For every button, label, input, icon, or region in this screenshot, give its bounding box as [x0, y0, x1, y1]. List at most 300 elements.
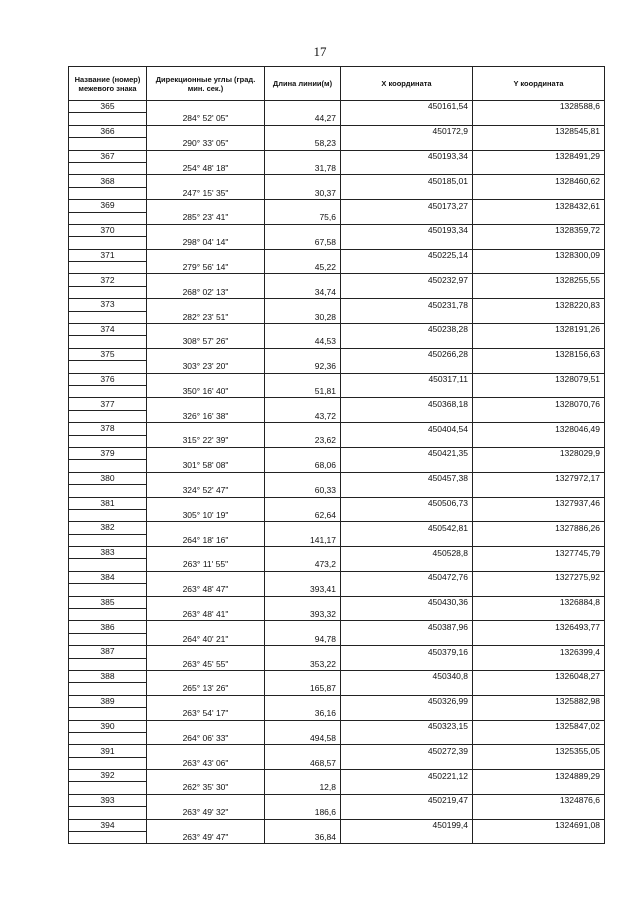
point-name: 387 [69, 646, 147, 658]
line-length: 353,22 [265, 658, 341, 670]
point-name: 372 [69, 274, 147, 286]
point-name-cell [69, 385, 147, 397]
y-coordinate: 1328588,6 [473, 101, 605, 113]
angle-cell [147, 398, 265, 410]
x-coordinate-cell [341, 832, 473, 844]
length-cell [265, 348, 341, 360]
direction-angle: 264° 18' 16" [147, 534, 265, 546]
angle-cell [147, 745, 265, 757]
point-row [69, 571, 605, 583]
x-coordinate-cell [341, 435, 473, 447]
direction-angle: 301° 58' 08" [147, 460, 265, 472]
length-cell [265, 472, 341, 484]
table-body [69, 101, 605, 844]
line-length: 30,28 [265, 311, 341, 323]
x-coordinate: 450172,9 [341, 125, 473, 137]
y-coordinate-cell [473, 658, 605, 670]
x-coordinate-cell [341, 757, 473, 769]
segment-row [69, 534, 605, 546]
y-coordinate: 1326399,4 [473, 646, 605, 658]
segment-row [69, 212, 605, 224]
direction-angle: 264° 40' 21" [147, 633, 265, 645]
line-length: 43,72 [265, 410, 341, 422]
x-coordinate: 450266,28 [341, 348, 473, 360]
point-name-cell [69, 559, 147, 571]
x-coordinate: 450421,35 [341, 447, 473, 459]
point-name: 384 [69, 571, 147, 583]
y-coordinate: 1327745,79 [473, 547, 605, 559]
x-coordinate-cell [341, 460, 473, 472]
y-coordinate-cell [473, 286, 605, 298]
direction-angle: 282° 23' 51" [147, 311, 265, 323]
length-cell [265, 670, 341, 682]
direction-angle: 290° 33' 05" [147, 138, 265, 150]
point-row [69, 745, 605, 757]
point-row [69, 695, 605, 707]
segment-row [69, 584, 605, 596]
line-length: 44,53 [265, 336, 341, 348]
point-row [69, 274, 605, 286]
point-row [69, 224, 605, 236]
x-coordinate-cell [341, 534, 473, 546]
line-length: 75,6 [265, 212, 341, 224]
line-length: 60,33 [265, 485, 341, 497]
x-coordinate: 450506,73 [341, 497, 473, 509]
x-coordinate-cell [341, 609, 473, 621]
length-cell [265, 423, 341, 435]
point-name: 374 [69, 324, 147, 336]
segment-row [69, 336, 605, 348]
segment-row [69, 113, 605, 125]
x-coordinate: 450225,14 [341, 249, 473, 261]
direction-angle: 285° 23' 41" [147, 212, 265, 224]
point-name-cell [69, 113, 147, 125]
x-coordinate-cell [341, 162, 473, 174]
y-coordinate: 1326884,8 [473, 596, 605, 608]
point-name: 380 [69, 472, 147, 484]
y-coordinate-cell [473, 138, 605, 150]
x-coordinate-cell [341, 509, 473, 521]
segment-row [69, 162, 605, 174]
segment-row [69, 732, 605, 744]
x-coordinate-cell [341, 658, 473, 670]
x-coordinate: 450231,78 [341, 299, 473, 311]
segment-row [69, 385, 605, 397]
point-row [69, 670, 605, 682]
point-name-cell [69, 732, 147, 744]
length-cell [265, 770, 341, 782]
angle-cell [147, 695, 265, 707]
point-name-cell [69, 782, 147, 794]
y-coordinate: 1324889,29 [473, 770, 605, 782]
point-name: 371 [69, 249, 147, 261]
angle-cell [147, 125, 265, 137]
y-coordinate-cell [473, 311, 605, 323]
point-name-cell [69, 509, 147, 521]
segment-row [69, 683, 605, 695]
y-coordinate-cell [473, 807, 605, 819]
point-name: 388 [69, 670, 147, 682]
x-coordinate: 450404,54 [341, 423, 473, 435]
y-coordinate: 1324691,08 [473, 819, 605, 831]
line-length: 165,87 [265, 683, 341, 695]
header-length: Длина линии(м) [265, 67, 341, 101]
point-name: 382 [69, 522, 147, 534]
point-name-cell [69, 534, 147, 546]
x-coordinate: 450387,96 [341, 621, 473, 633]
point-row [69, 398, 605, 410]
x-coordinate-cell [341, 559, 473, 571]
line-length: 494,58 [265, 732, 341, 744]
x-coordinate: 450185,01 [341, 175, 473, 187]
point-name: 392 [69, 770, 147, 782]
y-coordinate-cell [473, 559, 605, 571]
point-row [69, 150, 605, 162]
x-coordinate: 450326,99 [341, 695, 473, 707]
x-coordinate: 450379,16 [341, 646, 473, 658]
point-name: 389 [69, 695, 147, 707]
angle-cell [147, 224, 265, 236]
x-coordinate: 450219,47 [341, 794, 473, 806]
x-coordinate-cell [341, 410, 473, 422]
angle-cell [147, 571, 265, 583]
point-row [69, 175, 605, 187]
length-cell [265, 224, 341, 236]
length-cell [265, 324, 341, 336]
x-coordinate-cell [341, 286, 473, 298]
segment-row [69, 485, 605, 497]
y-coordinate-cell [473, 485, 605, 497]
point-name-cell [69, 435, 147, 447]
point-row [69, 596, 605, 608]
x-coordinate: 450472,76 [341, 571, 473, 583]
point-name-cell [69, 460, 147, 472]
line-length: 92,36 [265, 361, 341, 373]
segment-row [69, 361, 605, 373]
y-coordinate: 1328156,63 [473, 348, 605, 360]
x-coordinate: 450317,11 [341, 373, 473, 385]
y-coordinate: 1327937,46 [473, 497, 605, 509]
line-length: 186,6 [265, 807, 341, 819]
direction-angle: 263° 49' 32" [147, 807, 265, 819]
header-row [69, 67, 605, 101]
point-row [69, 819, 605, 831]
segment-row [69, 138, 605, 150]
y-coordinate-cell [473, 435, 605, 447]
line-length: 31,78 [265, 162, 341, 174]
y-coordinate: 1327275,92 [473, 571, 605, 583]
point-name: 368 [69, 175, 147, 187]
header-name: Название (номер) межевого знака [69, 67, 147, 101]
point-row [69, 472, 605, 484]
direction-angle: 247° 15' 35" [147, 187, 265, 199]
y-coordinate-cell [473, 212, 605, 224]
direction-angle: 263° 45' 55" [147, 658, 265, 670]
x-coordinate: 450193,34 [341, 224, 473, 236]
direction-angle: 263° 54' 17" [147, 708, 265, 720]
angle-cell [147, 249, 265, 261]
header-angles: Дирекционные углы (град. мин. сек.) [147, 67, 265, 101]
x-coordinate: 450199,4 [341, 819, 473, 831]
line-length: 30,37 [265, 187, 341, 199]
y-coordinate: 1328046,49 [473, 423, 605, 435]
x-coordinate-cell [341, 262, 473, 274]
direction-angle: 263° 43' 06" [147, 757, 265, 769]
x-coordinate: 450368,18 [341, 398, 473, 410]
point-row [69, 324, 605, 336]
length-cell [265, 571, 341, 583]
page-number: 17 [313, 44, 327, 59]
point-name: 375 [69, 348, 147, 360]
length-cell [265, 373, 341, 385]
length-cell [265, 150, 341, 162]
length-cell [265, 794, 341, 806]
direction-angle: 263° 48' 47" [147, 584, 265, 596]
point-row [69, 125, 605, 137]
length-cell [265, 596, 341, 608]
point-name-cell [69, 683, 147, 695]
y-coordinate: 1325847,02 [473, 720, 605, 732]
y-coordinate: 1328079,51 [473, 373, 605, 385]
x-coordinate-cell [341, 113, 473, 125]
angle-cell [147, 794, 265, 806]
angle-cell [147, 200, 265, 212]
point-row [69, 497, 605, 509]
point-name: 365 [69, 101, 147, 113]
length-cell [265, 125, 341, 137]
y-coordinate-cell [473, 361, 605, 373]
direction-angle: 298° 04' 14" [147, 237, 265, 249]
length-cell [265, 200, 341, 212]
point-row [69, 299, 605, 311]
point-row [69, 621, 605, 633]
line-length: 58,23 [265, 138, 341, 150]
angle-cell [147, 299, 265, 311]
line-length: 51,81 [265, 385, 341, 397]
y-coordinate: 1325882,98 [473, 695, 605, 707]
y-coordinate: 1328359,72 [473, 224, 605, 236]
direction-angle: 303° 23' 20" [147, 361, 265, 373]
direction-angle: 263° 48' 41" [147, 609, 265, 621]
x-coordinate: 450457,38 [341, 472, 473, 484]
y-coordinate-cell [473, 336, 605, 348]
y-coordinate: 1326048,27 [473, 670, 605, 682]
point-name: 366 [69, 125, 147, 137]
x-coordinate: 450232,97 [341, 274, 473, 286]
point-row [69, 522, 605, 534]
x-coordinate-cell [341, 385, 473, 397]
header-x: X координата [341, 67, 473, 101]
point-row [69, 249, 605, 261]
direction-angle: 284° 52' 05" [147, 113, 265, 125]
point-name-cell [69, 584, 147, 596]
point-name: 373 [69, 299, 147, 311]
x-coordinate-cell [341, 633, 473, 645]
x-coordinate-cell [341, 311, 473, 323]
point-name: 381 [69, 497, 147, 509]
y-coordinate: 1328070,76 [473, 398, 605, 410]
length-cell [265, 720, 341, 732]
segment-row [69, 559, 605, 571]
x-coordinate: 450340,8 [341, 670, 473, 682]
x-coordinate-cell [341, 782, 473, 794]
point-name: 377 [69, 398, 147, 410]
angle-cell [147, 522, 265, 534]
y-coordinate-cell [473, 732, 605, 744]
segment-row [69, 807, 605, 819]
x-coordinate: 450238,28 [341, 324, 473, 336]
point-row [69, 101, 605, 113]
length-cell [265, 447, 341, 459]
y-coordinate: 1328300,09 [473, 249, 605, 261]
point-name-cell [69, 807, 147, 819]
boundary-coordinates-table [68, 66, 605, 844]
angle-cell [147, 497, 265, 509]
y-coordinate-cell [473, 162, 605, 174]
y-coordinate: 1324876,6 [473, 794, 605, 806]
line-length: 62,64 [265, 509, 341, 521]
y-coordinate-cell [473, 534, 605, 546]
line-length: 94,78 [265, 633, 341, 645]
angle-cell [147, 447, 265, 459]
point-name: 393 [69, 794, 147, 806]
line-length: 34,74 [265, 286, 341, 298]
line-length: 393,32 [265, 609, 341, 621]
angle-cell [147, 819, 265, 831]
y-coordinate: 1326493,77 [473, 621, 605, 633]
point-row [69, 770, 605, 782]
line-length: 141,17 [265, 534, 341, 546]
point-name: 376 [69, 373, 147, 385]
segment-row [69, 658, 605, 670]
length-cell [265, 695, 341, 707]
point-name: 379 [69, 447, 147, 459]
direction-angle: 324° 52' 47" [147, 485, 265, 497]
angle-cell [147, 770, 265, 782]
line-length: 68,06 [265, 460, 341, 472]
x-coordinate-cell [341, 212, 473, 224]
x-coordinate-cell [341, 807, 473, 819]
point-name: 370 [69, 224, 147, 236]
y-coordinate: 1328460,62 [473, 175, 605, 187]
point-name-cell [69, 633, 147, 645]
line-length: 393,41 [265, 584, 341, 596]
angle-cell [147, 621, 265, 633]
y-coordinate-cell [473, 187, 605, 199]
point-name: 394 [69, 819, 147, 831]
point-name-cell [69, 162, 147, 174]
direction-angle: 305° 10' 19" [147, 509, 265, 521]
segment-row [69, 782, 605, 794]
segment-row [69, 435, 605, 447]
direction-angle: 308° 57' 26" [147, 336, 265, 348]
direction-angle: 279° 56' 14" [147, 262, 265, 274]
point-row [69, 373, 605, 385]
point-name-cell [69, 311, 147, 323]
point-row [69, 794, 605, 806]
length-cell [265, 621, 341, 633]
angle-cell [147, 646, 265, 658]
direction-angle: 264° 06' 33" [147, 732, 265, 744]
x-coordinate: 450542,81 [341, 522, 473, 534]
point-row [69, 447, 605, 459]
length-cell [265, 175, 341, 187]
x-coordinate: 450323,15 [341, 720, 473, 732]
point-name: 385 [69, 596, 147, 608]
segment-row [69, 633, 605, 645]
y-coordinate-cell [473, 683, 605, 695]
angle-cell [147, 423, 265, 435]
line-length: 36,84 [265, 832, 341, 844]
point-name-cell [69, 757, 147, 769]
line-length: 468,57 [265, 757, 341, 769]
length-cell [265, 101, 341, 113]
length-cell [265, 497, 341, 509]
y-coordinate-cell [473, 584, 605, 596]
y-coordinate-cell [473, 757, 605, 769]
y-coordinate-cell [473, 237, 605, 249]
x-coordinate: 450430,36 [341, 596, 473, 608]
x-coordinate-cell [341, 138, 473, 150]
direction-angle: 263° 11' 55" [147, 559, 265, 571]
length-cell [265, 646, 341, 658]
length-cell [265, 745, 341, 757]
length-cell [265, 522, 341, 534]
segment-row [69, 460, 605, 472]
y-coordinate-cell [473, 385, 605, 397]
y-coordinate: 1328432,61 [473, 200, 605, 212]
angle-cell [147, 547, 265, 559]
segment-row [69, 410, 605, 422]
y-coordinate-cell [473, 113, 605, 125]
point-name-cell [69, 609, 147, 621]
angle-cell [147, 670, 265, 682]
angle-cell [147, 596, 265, 608]
direction-angle: 315° 22' 39" [147, 435, 265, 447]
x-coordinate-cell [341, 361, 473, 373]
point-name-cell [69, 138, 147, 150]
point-name-cell [69, 286, 147, 298]
table-header [69, 67, 605, 101]
point-name: 386 [69, 621, 147, 633]
angle-cell [147, 150, 265, 162]
x-coordinate-cell [341, 708, 473, 720]
segment-row [69, 509, 605, 521]
point-name-cell [69, 212, 147, 224]
x-coordinate-cell [341, 732, 473, 744]
y-coordinate-cell [473, 832, 605, 844]
line-length: 45,22 [265, 262, 341, 274]
point-name-cell [69, 187, 147, 199]
y-coordinate-cell [473, 460, 605, 472]
point-name-cell [69, 336, 147, 348]
point-row [69, 423, 605, 435]
point-name: 391 [69, 745, 147, 757]
x-coordinate-cell [341, 683, 473, 695]
y-coordinate: 1327886,26 [473, 522, 605, 534]
x-coordinate: 450272,39 [341, 745, 473, 757]
x-coordinate: 450221,12 [341, 770, 473, 782]
direction-angle: 268° 02' 13" [147, 286, 265, 298]
angle-cell [147, 472, 265, 484]
y-coordinate: 1328491,29 [473, 150, 605, 162]
point-name: 383 [69, 547, 147, 559]
point-name-cell [69, 832, 147, 844]
y-coordinate-cell [473, 633, 605, 645]
direction-angle: 265° 13' 26" [147, 683, 265, 695]
y-coordinate: 1325355,05 [473, 745, 605, 757]
angle-cell [147, 348, 265, 360]
